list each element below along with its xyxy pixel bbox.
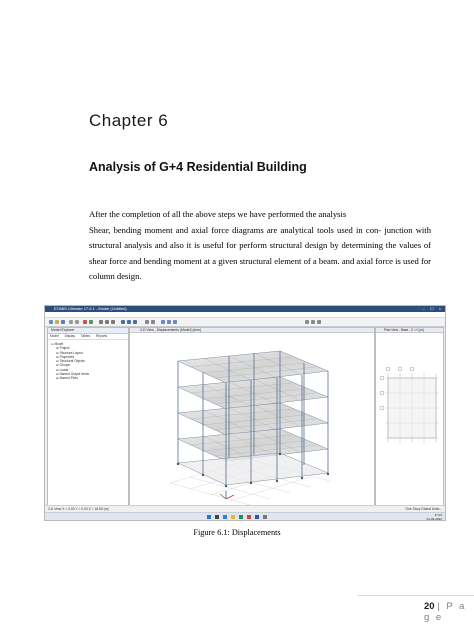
plan-view-icon [127,320,131,324]
3d-view-window [129,327,375,506]
run-analysis-icon [89,320,93,324]
page-number: 20 [424,601,435,612]
page-word: | P a g e [424,601,467,623]
draw-area-icon [173,320,177,324]
plan-view-tab: Plan View - Base - Z = 0 (m) [376,328,443,333]
body-paragraph: Shear, bending moment and axial force diagrams are analytical tools used in con- junction with structural analysis and also it is useful for perform structural design by determining the values of shear force and bending moment at a given structural element of a beam. and axial force is used for column design. [89,225,431,281]
footer-rule [358,595,474,596]
model-explorer-panel [47,327,129,506]
explorer-title: Model Explorer [48,328,128,334]
3d-view-icon [121,320,125,324]
tree-item: ⊞ Groups [56,363,71,368]
system-tray-clock: 17:03 01-06-2022 [426,513,442,521]
tab-reports: Reports [95,334,108,338]
plan-view-window [375,327,444,506]
tree-item: ⊟ Model [51,342,64,346]
tree-item: ⊞ Project [56,346,70,351]
tree-item: ⊞ Loads [56,367,69,372]
select-icon [161,320,165,324]
taskbar-icons [205,513,295,521]
section-heading: Analysis of G+4 Residential Building [89,160,307,174]
display-deformed-icon [145,320,149,324]
building-3d-model [130,333,374,505]
tree-item: ⊞ Properties [56,354,75,359]
page-footer [424,601,474,623]
chapter-title: Chapter 6 [89,111,169,130]
axis-triad [220,491,234,499]
rotate-icon [111,320,115,324]
tab-model: Model [50,334,59,338]
tree-item: ⊞ Named Output Items [56,372,89,377]
display-forces-icon [151,320,155,324]
etabs-screenshot-figure [44,305,446,521]
zoom-icon [99,320,103,324]
grid-icon [311,320,315,324]
3d-view-tab: 3-D View - Displacements (Mode1) [mm] [130,328,374,333]
redo-icon [75,320,79,324]
tree-item: ⊞ Structure Layout [56,350,83,355]
model-tree [48,342,128,381]
window-controls: – ☐ × [422,306,443,311]
tree-item: ⊞ Named Plots [56,376,78,381]
tab-display: Display [64,334,76,338]
figure-caption: Figure 6.1: Displacements [193,528,281,537]
tree-item: ⊞ Structural Objects [56,359,85,364]
pan-icon [105,320,109,324]
draw-frame-icon [167,320,171,324]
toolbar [45,318,445,327]
window-title: ETABS Ultimate 17.0.1 - Model (Untitled) [54,306,127,311]
windows-taskbar [45,512,445,521]
elevation-view-icon [133,320,137,324]
measure-icon [317,320,321,324]
tab-tables: Tables [80,334,91,338]
explorer-tabs [48,334,128,340]
status-coordinates: 3-D View X = 0.00 Y = 0.00 Z = 16.50 (m) [48,507,109,511]
status-bar [45,505,445,512]
plan-grid [376,333,443,505]
intro-sentence: After the completion of all the above steps we have performed the analysis [89,209,347,219]
undo-icon [69,320,73,324]
lock-icon [83,320,87,324]
snap-icon [305,320,309,324]
open-icon [55,320,59,324]
status-options: One Story Global Units... [405,507,442,511]
save-icon [61,320,65,324]
new-model-icon [49,320,53,324]
